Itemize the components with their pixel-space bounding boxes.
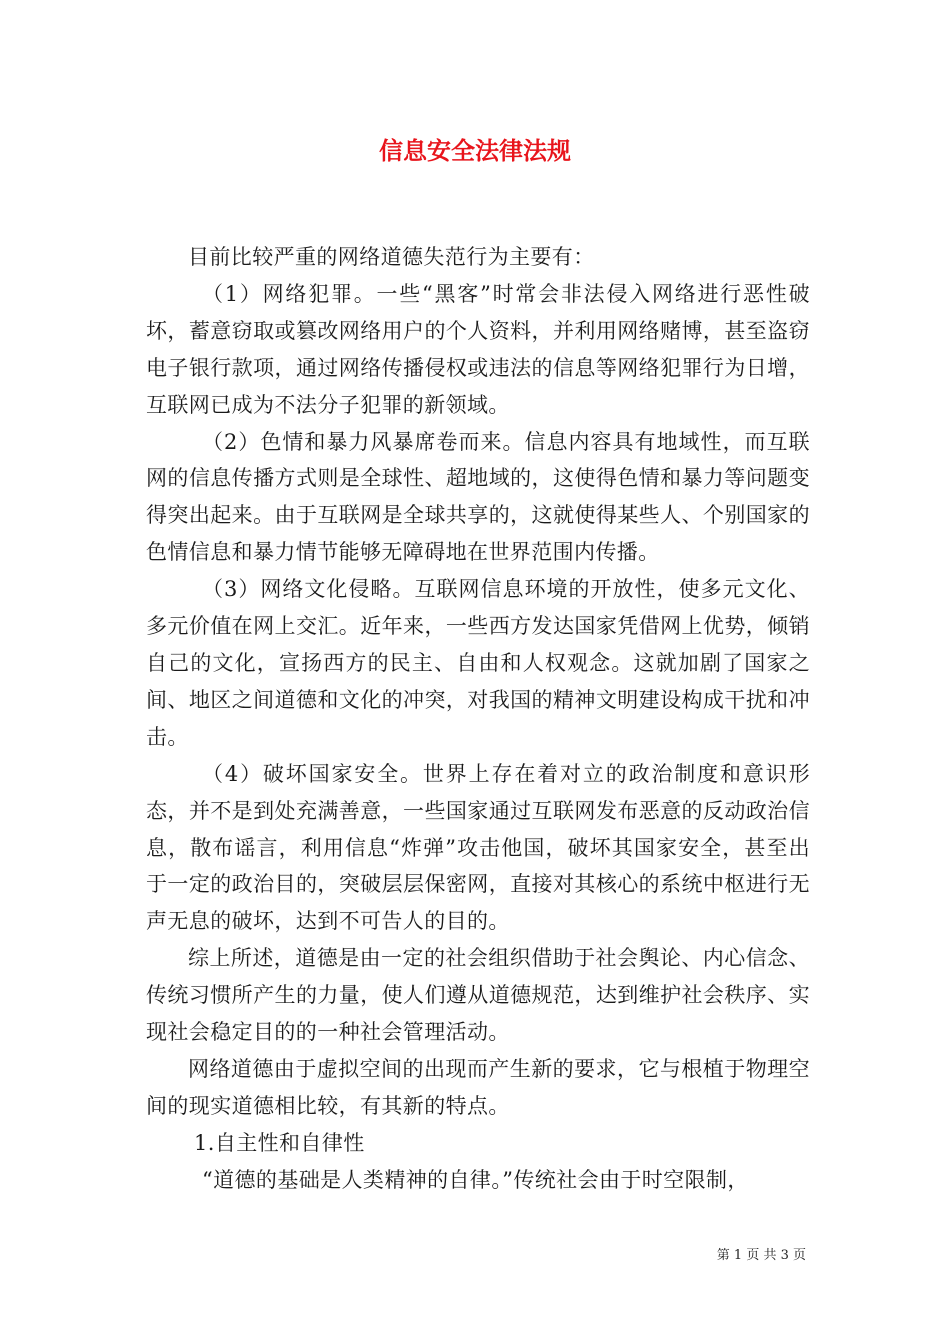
- paragraph-summary: 综上所述，道德是由一定的社会组织借助于社会舆论、内心信念、传统习惯所产生的力量，使人们遵从道德规范，达到维护社会秩序、实现社会稳定目的的一种社会管理活动。: [146, 946, 810, 1045]
- section-heading-autonomy: 1.自主性和自律性: [194, 1130, 365, 1155]
- paragraph-item-1-cybercrime: （1）网络犯罪。一些“黑客”时常会非法侵入网络进行恶性破坏，蓄意窃取或篡改网络用户的个人资料，并利用网络赌博，甚至盗窃电子银行款项，通过网络传播侵权或违法的信息等网络犯罪行为日增，互联网已成为不法分子犯罪的新领域。: [146, 281, 810, 417]
- paragraph-item-2-pornography-violence: （2）色情和暴力风暴席卷而来。信息内容具有地域性，而互联网的信息传播方式则是全球性、超地域的，这使得色情和暴力等问题变得突出起来。由于互联网是全球共享的，这就使得某些人、个别国家的色情信息和暴力情节能够无障碍地在世界范围内传播。: [146, 429, 810, 565]
- paragraph-network-ethics: 网络道德由于虚拟空间的出现而产生新的要求，它与根植于物理空间的现实道德相比较，有其新的特点。: [146, 1056, 810, 1118]
- paragraph-quote: “道德的基础是人类精神的自律。”传统社会由于时空限制，: [202, 1167, 749, 1192]
- page-number-footer: 第 1 页 共 3 页: [716, 1248, 806, 1263]
- paragraph-item-3-cultural-invasion: （3）网络文化侵略。互联网信息环境的开放性，使多元文化、多元价值在网上交汇。近年来，一些西方发达国家凭借网上优势，倾销自己的文化，宣扬西方的民主、自由和人权观念。这就加剧了国家之间、地区之间道德和文化的冲突，对我国的精神文明建设构成干扰和冲击。: [146, 577, 810, 749]
- paragraph-intro: 目前比较严重的网络道德失范行为主要有：: [188, 245, 595, 269]
- document-title: 信息安全法律法规: [379, 136, 571, 165]
- document-body: [146, 239, 810, 1199]
- paragraph-item-4-national-security: （4）破坏国家安全。世界上存在着对立的政治制度和意识形态，并不是到处充满善意，一些国家通过互联网发布恶意的反动政治信息，散布谣言，利用信息“炸弹”攻击他国，破坏其国家安全，甚至出于一定的政治目的，突破层层保密网，直接对其核心的系统中枢进行无声无息的破坏，达到不可告人的目的。: [146, 761, 810, 934]
